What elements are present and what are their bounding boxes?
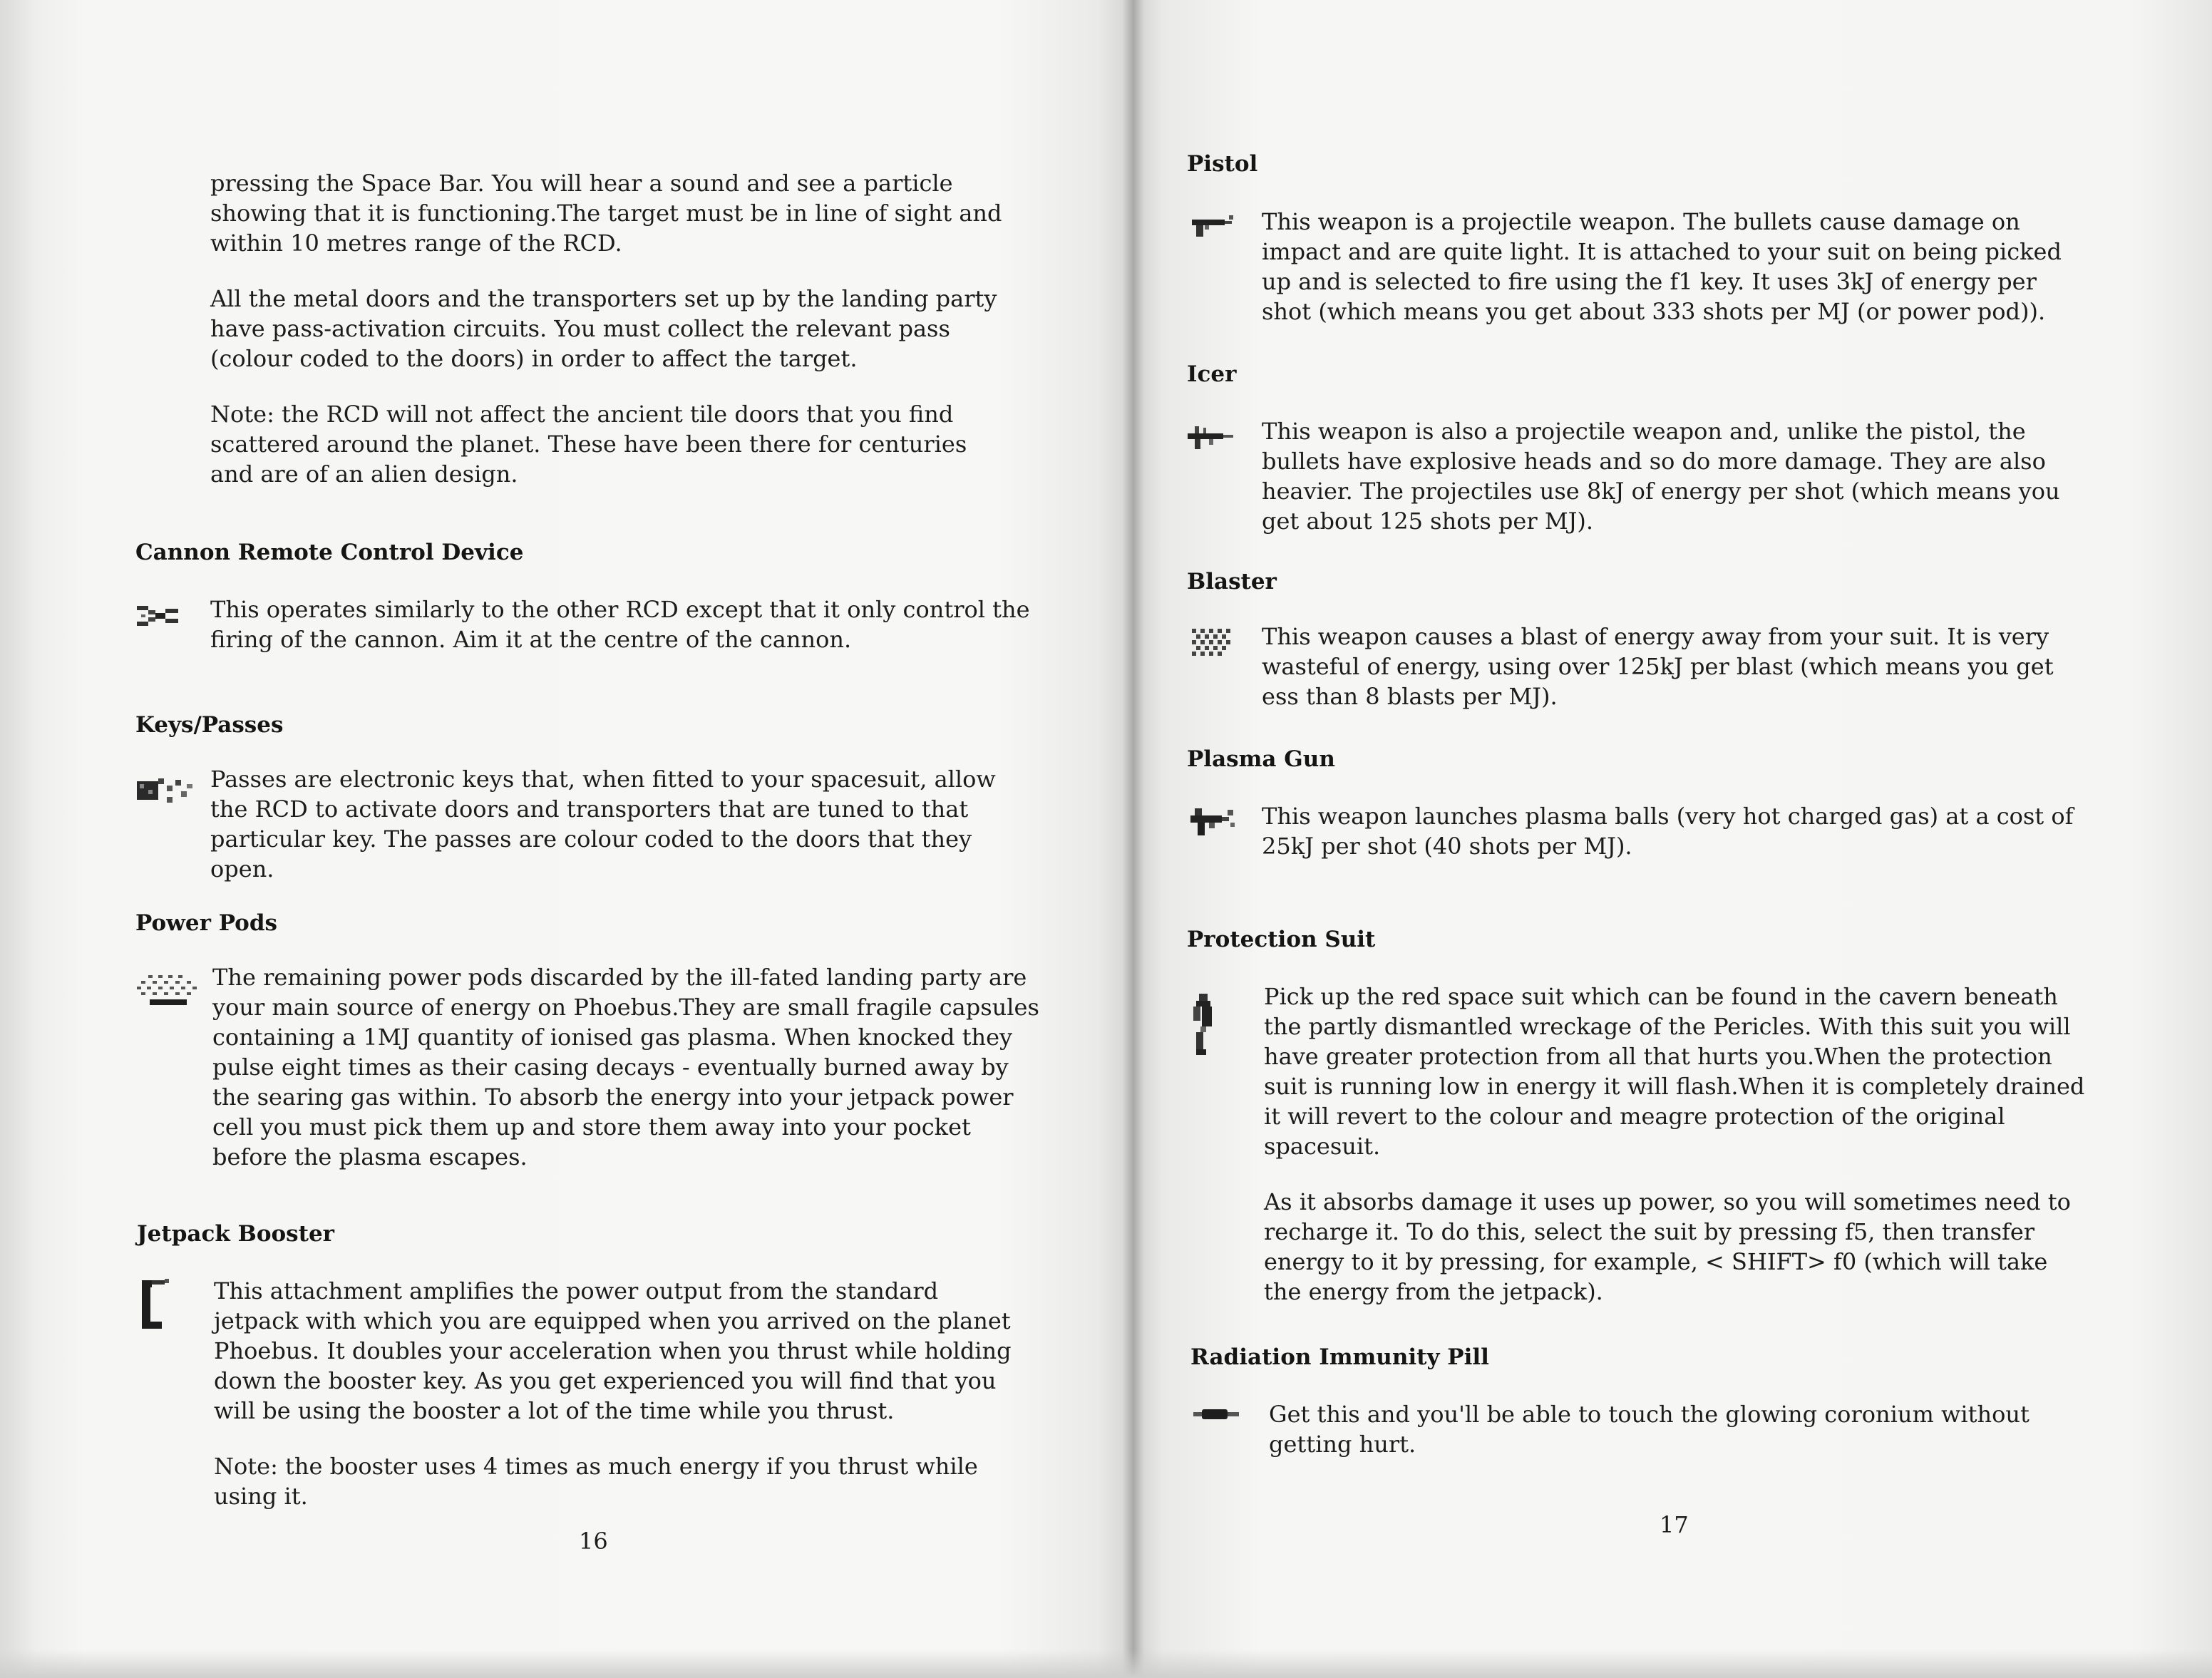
blaster-icon xyxy=(1189,626,1236,662)
plasma-gun-icon xyxy=(1188,804,1238,843)
plasma-gun-heading: Plasma Gun xyxy=(1187,746,1335,772)
bottom-edge-shadow xyxy=(0,1649,2212,1678)
jetpack-booster-icon xyxy=(139,1277,172,1334)
icer-icon xyxy=(1185,423,1236,455)
cannon-rcd-heading: Cannon Remote Control Device xyxy=(135,540,524,565)
icer-text: This weapon is also a projectile weapon and, unlike the pistol, the bullets have explosive heads and so do more damage. They are also heavier. The projectiles use 8kJ of energy per shot (which means you get about 125 shots per MJ). xyxy=(1262,418,2060,535)
protection-suit-paragraph-2: As it absorbs damage it uses up power, so you will sometimes need to recharge it. To do this, select the suit by pressing f5, then transfer energy to it by pressing, for example, < SHIFT> f0 (which will take the energy from the jetpack). xyxy=(1264,1188,2071,1305)
keys-passes-heading: Keys/Passes xyxy=(135,712,284,738)
pistol-icon xyxy=(1189,212,1236,244)
jetpack-booster-paragraph-2: Note: the booster uses 4 times as much energy if you thrust while using it. xyxy=(214,1453,978,1510)
page-number-left: 16 xyxy=(579,1528,608,1555)
pistol-text: This weapon is a projectile weapon. The bullets cause damage on impact and are quite light. It is attached to your suit on being picked up and is selected to fire using the f1 key. It uses 3kJ of energy per shot (which means you get about 333 shots per MJ (or power pod)). xyxy=(1262,208,2062,325)
jetpack-booster-section xyxy=(214,1276,1027,1537)
cannon-rcd-text: This operates similarly to the other RCD except that it only control the firing of the cannon. Aim it at the centre of the cannon. xyxy=(210,596,1030,653)
intro-paragraph-3: Note: the RCD will not affect the ancient tile doors that you find scattered around the planet. These have been there for centuries and are of an alien design. xyxy=(210,401,967,488)
intro-section xyxy=(210,168,1009,515)
protection-suit-section xyxy=(1264,982,2091,1332)
intro-paragraph-2: All the metal doors and the transporters set up by the landing party have pass-activation circuits. You must collect the relevant pass (colour coded to the doors) in order to affect the target. xyxy=(210,285,997,372)
jetpack-booster-heading: Jetpack Booster xyxy=(137,1221,335,1247)
power-pods-text: The remaining power pods discarded by the ill-fated landing party are your main source of energy on Phoebus.They are small fragile capsules containing a 1MJ quantity of ionised gas plasma. When knocked they pulse eight times as their casing decays - eventually burned away by the searing gas within. To absorb the energy into your jetpack power cell you must pick them up and store them away into your pocket before the plasma escapes. xyxy=(212,964,1039,1170)
radiation-pill-text: Get this and you'll be able to touch the glowing coronium without getting hurt. xyxy=(1269,1401,2030,1458)
protection-suit-heading: Protection Suit xyxy=(1187,927,1376,952)
blaster-heading: Blaster xyxy=(1187,569,1277,594)
pistol-heading: Pistol xyxy=(1187,151,1258,177)
intro-paragraph-1: pressing the Space Bar. You will hear a sound and see a particle showing that it is functioning.The target must be in line of sight and within 10 metres range of the RCD. xyxy=(210,170,1002,257)
book-gutter xyxy=(1123,0,1144,1678)
page-edge-shadow xyxy=(0,0,36,1678)
radiation-pill-icon xyxy=(1192,1406,1242,1426)
right-page xyxy=(1133,0,2212,1678)
radiation-pill-heading: Radiation Immunity Pill xyxy=(1190,1344,1489,1370)
plasma-gun-text: This weapon launches plasma balls (very hot charged gas) at a cost of 25kJ per shot (40 shots per MJ). xyxy=(1262,803,2074,860)
blaster-text: This weapon causes a blast of energy away from your suit. It is very wasteful of energy, using over 125kJ per blast (which means you get ess than 8 blasts per MJ). xyxy=(1262,623,2054,710)
page-number-right: 17 xyxy=(1660,1511,1689,1538)
power-pods-heading: Power Pods xyxy=(135,910,277,936)
keys-passes-text: Passes are electronic keys that, when fitted to your spacesuit, allow the RCD to activate doors and transporters that are tuned to that particular key. The passes are colour coded to the doors that they open. xyxy=(210,766,996,882)
pass-icon xyxy=(135,776,195,810)
protection-suit-paragraph-1: Pick up the red space suit which can be found in the cavern beneath the partly dismantled wreckage of the Pericles. With this suit you will have greater protection from all that hurts you.When the protection suit is running low in energy it will flash.When it is completely drained it will revert to the colour and meagre protection of the original spacesuit. xyxy=(1264,983,2085,1160)
power-pod-icon xyxy=(134,972,202,1011)
cannon-rcd-icon xyxy=(135,603,180,634)
protection-suit-icon xyxy=(1190,992,1219,1066)
jetpack-booster-paragraph-1: This attachment amplifies the power output from the standard jetpack with which you are equipped when you arrived on the planet Phoebus. It doubles your acceleration when you thrust while holding down the booster key. As you get experienced you will find that you will be using the booster a lot of the time while you thrust. xyxy=(214,1277,1012,1424)
icer-heading: Icer xyxy=(1187,361,1237,387)
